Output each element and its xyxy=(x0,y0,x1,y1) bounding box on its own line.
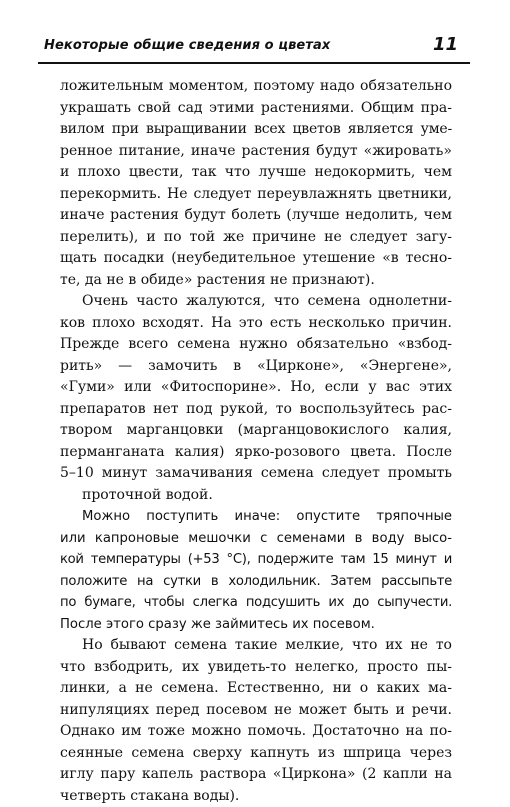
text-line: четверть стакана воды). xyxy=(60,786,452,807)
text-line: линки, а не семена. Естественно, ни о каких ма- xyxy=(60,678,452,700)
paragraph-4 xyxy=(60,635,452,807)
text-line: иглу пару капель раствора «Циркона» (2 капли на xyxy=(60,764,452,786)
text-line: или капроновые мешочки с семенами в воду высо- xyxy=(60,528,452,550)
text-line: рить» — замочить в «Цирконе», «Энергене», xyxy=(60,356,452,378)
text-line: Однако им тоже можно помочь. Достаточно на по- xyxy=(60,721,452,743)
text-line: сеянные семена сверху капнуть из шприца через xyxy=(60,743,452,765)
text-line: перелить), и по той же причине не следует загу- xyxy=(60,227,452,249)
paragraph-3 xyxy=(60,506,452,635)
text-line: Очень часто жалуются, что семена однолетни- xyxy=(60,291,452,313)
text-line: Можно поступить иначе: опустите тряпочные xyxy=(60,506,452,528)
text-line: украшать свой сад этими растениями. Общим пра- xyxy=(60,98,452,120)
header-rule xyxy=(38,62,470,64)
text-line: Прежде всего семена нужно обязательно «взбод- xyxy=(60,334,452,356)
text-line: те, да не в обиде» растения не признают). xyxy=(60,270,452,292)
text-line: ренное питание, иначе растения будут «жировать» xyxy=(60,141,452,163)
text-line: перекормить. Не следует переувлажнять цветники, xyxy=(60,184,452,206)
text-line: ков плохо всходят. На это есть несколько причин. xyxy=(60,313,452,335)
text-line: щать посадки (неубедительное утешение «в тесно- xyxy=(60,248,452,270)
text-line: и плохо цвести, так что лучше недокормить, чем xyxy=(60,162,452,184)
text-line: 5–10 минут замачивания семена следует промыть xyxy=(60,463,452,485)
paragraph-2 xyxy=(60,291,452,506)
running-title: Некоторые общие сведения о цветах xyxy=(44,38,330,53)
text-line: иначе растения будут болеть (лучше недолить, чем xyxy=(60,205,452,227)
body-text xyxy=(60,76,452,807)
text-line: перманганата калия) ярко-розового цвета. После xyxy=(60,442,452,464)
text-line: ложительным моментом, поэтому надо обязательно xyxy=(60,76,452,98)
text-line: Но бывают семена такие мелкие, что их не то xyxy=(60,635,452,657)
text-line: проточной водой. xyxy=(60,485,452,507)
paragraph-1 xyxy=(60,76,452,291)
text-line: кой температуры (+53 °С), подержите там 15 минут и xyxy=(60,549,452,571)
text-line: нипуляциях перед посевом не может быть и речи. xyxy=(60,700,452,722)
page-header xyxy=(38,34,470,60)
text-line: препаратов нет под рукой, то воспользуйтесь рас- xyxy=(60,399,452,421)
text-line: положите на сутки в холодильник. Затем рассыпьте xyxy=(60,571,452,593)
text-line: вилом при выращивании всех цветов является уме- xyxy=(60,119,452,141)
text-line: твором марганцовки (марганцовокислого калия, xyxy=(60,420,452,442)
text-line: После этого сразу же займитесь их посевом. xyxy=(60,614,452,636)
page-number: 11 xyxy=(433,34,458,55)
text-line: «Гуми» или «Фитоспорине». Но, если у вас этих xyxy=(60,377,452,399)
text-line: по бумаге, чтобы слегка подсушить их до сыпучести. xyxy=(60,592,452,614)
text-line: что взбодрить, их увидеть-то нелегко, просто пы- xyxy=(60,657,452,679)
